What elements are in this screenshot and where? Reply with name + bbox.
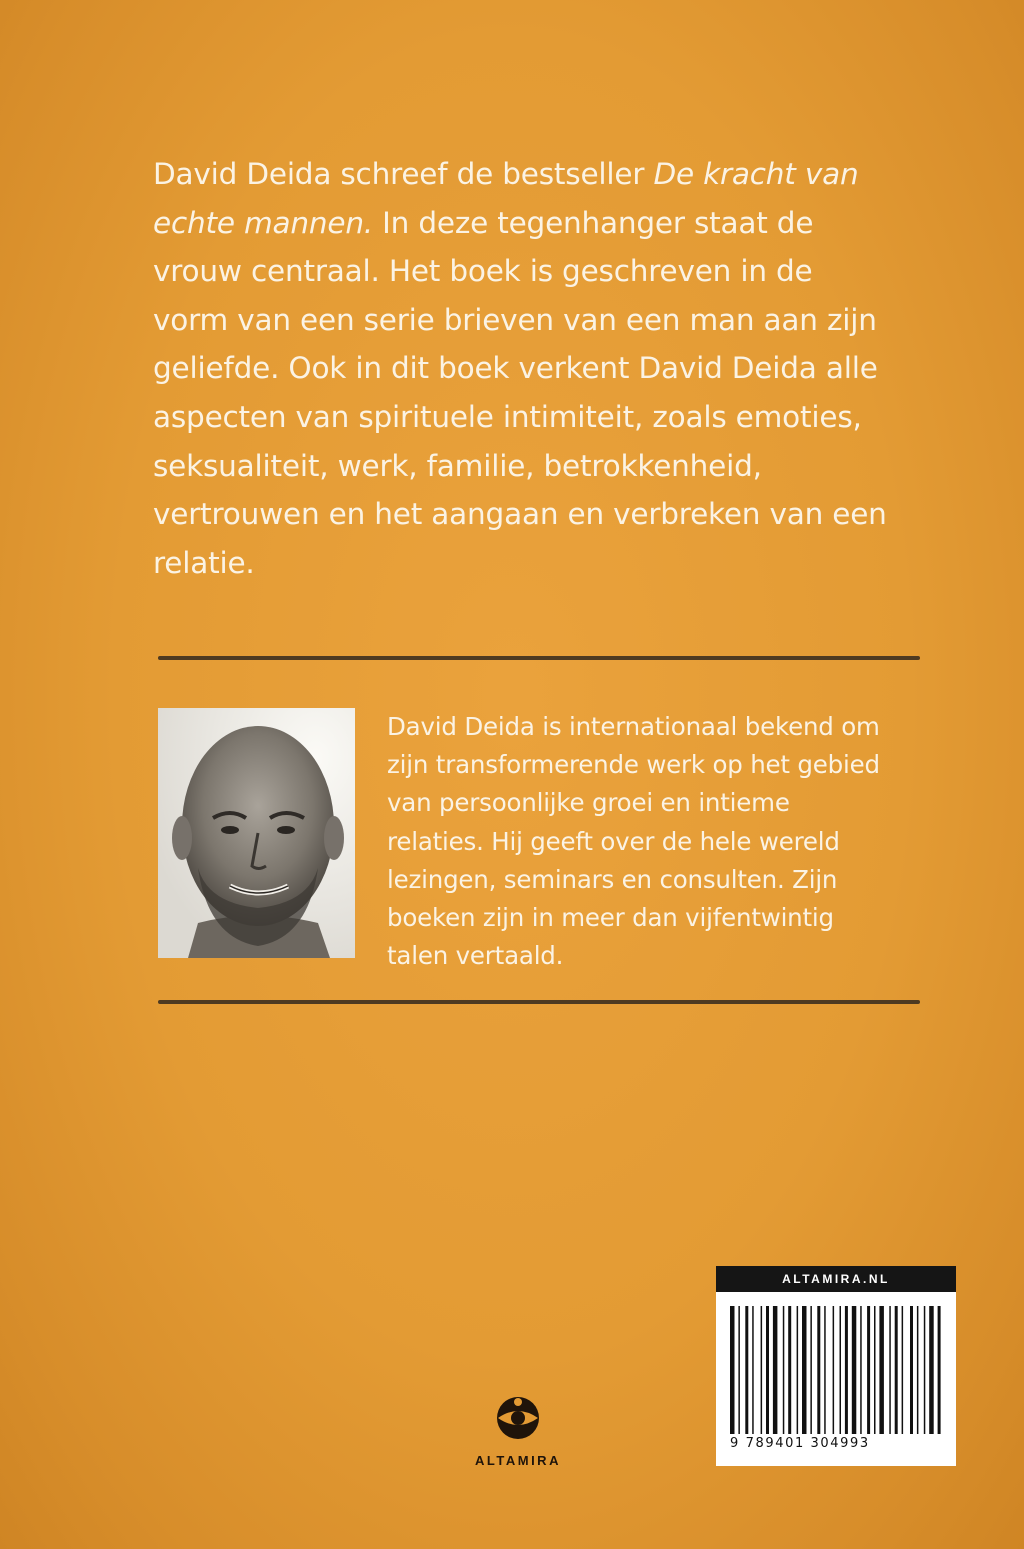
barcode-bar [752,1306,754,1434]
barcode-bar [924,1306,926,1434]
divider-top [158,656,920,660]
divider-bottom [158,1000,920,1004]
blurb-title-italic: De kracht van echte mannen. [153,157,859,240]
author-bio: David Deida is internationaal bekend om zijn transformerende werk op het gebied van persoonlijke groei en intieme relaties. Hij geeft over de hele wereld lezingen, seminars en consulten. Zijn boeken zijn in meer dan vijfentwintig talen vertaald. [387,712,880,971]
barcode-bar [783,1306,785,1434]
barcode-bar [879,1306,884,1434]
isbn-number: 9 789401 304993 [730,1436,870,1451]
publisher-website[interactable]: ALTAMIRA.NL [716,1266,956,1292]
blurb-intro: David Deida schreef de bestseller [153,157,654,191]
blurb-body: In deze tegenhanger staat de vrouw centraal. Het boek is geschreven in de vorm van een serie brieven van een man aan zijn geliefde. Ook in dit boek verkent David Deida alle aspecten van spirituele intimiteit, zoals emoties, seksualiteit, werk, familie, betrokkenheid, vertrouwen en het aangaan en verbreken van een relatie. [153,205,887,580]
barcode-bar [929,1306,934,1434]
barcode-bar [867,1306,870,1434]
barcode-bar [910,1306,913,1434]
barcode-bar [852,1306,857,1434]
barcode-bar [860,1306,862,1434]
barcode-bar [833,1306,835,1434]
barcode-bar [889,1306,891,1434]
barcode-bar [902,1306,904,1434]
barcode-bar [738,1306,740,1434]
barcode-bar [874,1306,876,1434]
barcode-bar [766,1306,769,1434]
barcode-bar [824,1306,826,1434]
barcode-bar [895,1306,898,1434]
barcode-bar [730,1306,735,1434]
barcode-bar [761,1306,763,1434]
barcode-bar [802,1306,807,1434]
isbn-barcode [716,1306,956,1456]
barcode-bar [810,1306,812,1434]
barcode-panel [716,1266,956,1466]
barcode-bar [745,1306,748,1434]
barcode-bar [840,1306,842,1434]
publisher-name: ALTAMIRA [475,1453,561,1468]
barcode-bar [773,1306,778,1434]
publisher-logo[interactable] [462,1392,574,1468]
barcode-bar [788,1306,791,1434]
barcode-bar [917,1306,919,1434]
barcode-bar [797,1306,799,1434]
altamira-logo-icon [496,1392,540,1444]
barcode-bar [938,1306,941,1434]
book-blurb [153,150,893,587]
author-photo [158,708,355,958]
barcode-bar [817,1306,820,1434]
barcode-bar [845,1306,848,1434]
